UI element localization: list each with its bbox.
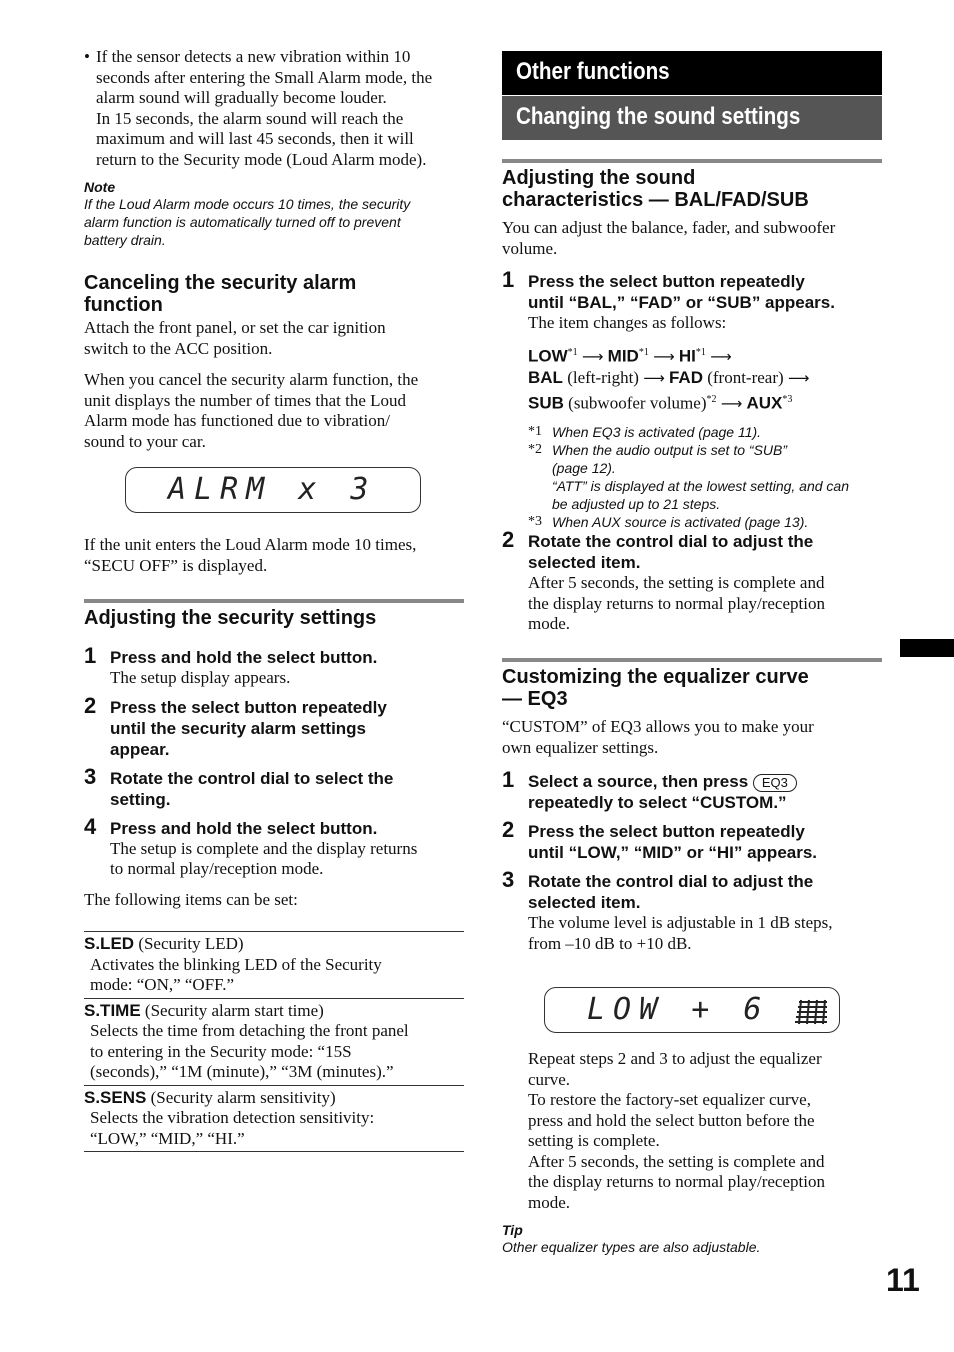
page-number: 11 xyxy=(886,1262,920,1298)
footnote-mark: *1 xyxy=(567,346,578,358)
item-name: S.SENS xyxy=(84,1087,147,1107)
bullet-line: In 15 seconds, the alarm sound will reach the xyxy=(96,108,404,128)
footnote-mark: *2 xyxy=(706,394,717,406)
note-heading: Note xyxy=(84,179,116,195)
item-body: Selects the vibration detection sensitivity: xyxy=(90,1108,375,1127)
heading-line: characteristics — BAL/FAD/SUB xyxy=(502,189,809,211)
step-body: After 5 seconds, the setting is complete and xyxy=(528,573,825,592)
arrow-right-icon: ⟶ xyxy=(581,347,604,366)
heading-line: — EQ3 xyxy=(502,688,568,710)
step-number: 2 xyxy=(84,692,97,718)
text-line: setting is complete. xyxy=(528,1131,660,1150)
bullet-paragraph xyxy=(84,47,464,170)
text-line: own equalizer settings. xyxy=(502,737,659,757)
table-row xyxy=(84,932,464,999)
seq-bal-desc: (left-right) xyxy=(567,368,639,388)
section-edge-tab xyxy=(900,639,954,657)
step-number: 4 xyxy=(84,813,97,839)
bullet-line: seconds after entering the Small Alarm mode, the xyxy=(96,67,433,87)
banner-title: Other functions xyxy=(516,58,670,85)
cancel-paragraph-1 xyxy=(84,318,464,359)
following-text: The following items can be set: xyxy=(84,890,298,909)
step-body: to normal play/reception mode. xyxy=(110,859,324,878)
footnote-mark: *2 xyxy=(528,441,542,457)
step-body: the display returns to normal play/reception xyxy=(528,593,825,613)
text-line: the display returns to normal play/reception xyxy=(528,1172,825,1191)
text-line: Attach the front panel, or set the car ignition xyxy=(84,318,386,337)
step-body: The setup display appears. xyxy=(110,668,291,687)
step-body: mode. xyxy=(528,614,571,633)
arrow-right-icon: ⟶ xyxy=(653,347,675,366)
footnote-line: When EQ3 is activated (page 11). xyxy=(552,423,762,440)
bullet-line: alarm sound will gradually become louder. xyxy=(96,88,387,107)
eq-steps xyxy=(502,767,882,954)
note-line: alarm function is automatically turned off to prevent xyxy=(84,214,401,230)
equalizer-bars-icon xyxy=(791,996,829,1026)
step-body: The item changes as follows: xyxy=(528,313,727,332)
seq-fad: FAD xyxy=(668,368,703,388)
item-sequence xyxy=(528,342,882,415)
step-title: Press and hold the select button. xyxy=(110,818,378,838)
item-desc: (Security alarm start time) xyxy=(144,1000,324,1020)
footnote-line: “ATT” is displayed at the lowest setting, and can xyxy=(552,477,849,494)
text-line: Alarm mode has functioned due to vibration/ xyxy=(84,411,390,430)
eq-after-lcd xyxy=(528,1049,882,1213)
text-line: curve. xyxy=(528,1069,571,1089)
step-title: Rotate the control dial to adjust the xyxy=(528,532,814,551)
seq-sub: SUB xyxy=(528,393,564,413)
step-title: Press the select button repeatedly xyxy=(528,822,805,841)
banner-subtitle: Changing the sound settings xyxy=(516,103,801,130)
step-title: until “BAL,” “FAD” or “SUB” appears. xyxy=(528,293,835,312)
step-number: 3 xyxy=(84,763,97,789)
alarm-lcd-display xyxy=(125,467,421,513)
seq-low: LOW xyxy=(528,346,568,366)
step-2 xyxy=(84,692,464,760)
table-row xyxy=(84,998,464,1085)
step-title: until the security alarm settings xyxy=(110,718,367,738)
item-name: S.LED xyxy=(84,934,135,953)
footnote-mark: *1 xyxy=(528,423,542,439)
step-body: The volume level is adjustable in 1 dB steps, xyxy=(528,913,833,932)
item-body: mode: “ON,” “OFF.” xyxy=(90,975,235,994)
eq-lcd-display xyxy=(544,987,840,1033)
seq-aux: AUX xyxy=(746,393,783,413)
eq-step-1 xyxy=(502,767,882,813)
step-title: Press and hold the select button. xyxy=(110,648,378,667)
lcd-text: LOW + 6 xyxy=(587,992,770,1027)
step-number: 2 xyxy=(502,527,515,552)
lcd-text: ALRM x 3 xyxy=(168,472,377,507)
bullet-line: If the sensor detects a new vibration within 10 xyxy=(96,47,411,66)
item-body: “LOW,” “MID,” “HI.” xyxy=(90,1128,245,1148)
seq-sub-desc: (subwoofer volume) xyxy=(568,393,707,413)
bal-heading xyxy=(502,159,882,211)
item-desc: (Security LED) xyxy=(138,934,244,953)
text-line: When you cancel the security alarm function, the xyxy=(84,370,419,389)
note-line: battery drain. xyxy=(84,232,166,248)
step-title: until “LOW,” “MID” or “HI” appears. xyxy=(528,843,818,862)
section-banner xyxy=(502,51,882,95)
heading-line: Adjusting the sound xyxy=(502,167,696,189)
step-1 xyxy=(84,643,464,689)
step-number: 1 xyxy=(84,643,97,668)
step-title: Select a source, then press xyxy=(528,772,749,791)
item-body: (seconds),” “1M (minute),” “3M (minutes).” xyxy=(90,1062,394,1081)
step-4 xyxy=(84,813,464,880)
text-line: sound to your car. xyxy=(84,431,206,451)
footnote-line: (page 12). xyxy=(552,459,616,476)
eq-intro xyxy=(502,717,882,758)
item-name: S.TIME xyxy=(84,1000,141,1020)
table-row xyxy=(84,1085,464,1152)
footnote-mark: *1 xyxy=(695,346,706,358)
seq-mid: MID xyxy=(607,346,639,366)
eq3-button: EQ3 xyxy=(753,774,797,792)
heading-line: Customizing the equalizer curve xyxy=(502,666,809,688)
bullet-line: maximum and will last 45 seconds, then it will xyxy=(96,129,414,148)
step-number: 1 xyxy=(502,267,515,292)
step-body: from –10 dB to +10 dB. xyxy=(528,933,692,953)
security-steps xyxy=(84,643,464,880)
text-line: “SECU OFF” is displayed. xyxy=(84,555,268,575)
footnote-mark: *3 xyxy=(528,513,542,529)
after-lcd-paragraph xyxy=(84,535,464,576)
text-line: volume. xyxy=(502,238,558,258)
text-line: To restore the factory-set equalizer curve, xyxy=(528,1090,811,1109)
footnote-line: When the audio output is set to “SUB” xyxy=(552,441,788,458)
step-title: Rotate the control dial to select the xyxy=(110,768,394,788)
step-title: appear. xyxy=(110,739,170,759)
arrow-right-icon: ⟶ xyxy=(643,369,665,388)
text-line: If the unit enters the Loud Alarm mode 10 times, xyxy=(84,535,417,554)
text-line: You can adjust the balance, fader, and subwoofer xyxy=(502,218,836,237)
step-title: repeatedly to select “CUSTOM.” xyxy=(528,793,787,812)
step-title: setting. xyxy=(110,789,171,809)
footnote-line: When AUX source is activated (page 13). xyxy=(552,513,809,530)
footnote-mark: *3 xyxy=(782,394,793,406)
step-title: Press the select button repeatedly xyxy=(110,697,387,717)
step-body: The setup is complete and the display returns xyxy=(110,838,418,858)
footnotes xyxy=(528,423,882,531)
note-text xyxy=(84,195,464,249)
text-line: switch to the ACC position. xyxy=(84,338,273,358)
text-line: After 5 seconds, the setting is complete and xyxy=(528,1151,825,1171)
eq-step-2 xyxy=(502,817,882,863)
tip-text: Other equalizer types are also adjustable. xyxy=(502,1239,761,1255)
step-number: 2 xyxy=(502,817,515,842)
eq-heading xyxy=(502,658,882,710)
step-3 xyxy=(84,763,464,810)
step-number: 3 xyxy=(502,867,515,892)
step-number: 1 xyxy=(502,767,515,792)
step-title: selected item. xyxy=(528,893,641,912)
cancel-heading xyxy=(84,272,464,316)
footnote xyxy=(528,513,882,531)
text-line: “CUSTOM” of EQ3 allows you to make your xyxy=(502,717,814,736)
item-desc: (Security alarm sensitivity) xyxy=(150,1087,336,1107)
footnote-line: be adjusted up to 21 steps. xyxy=(552,495,721,512)
heading-line: Canceling the security alarm xyxy=(84,272,357,294)
item-body: Activates the blinking LED of the Security xyxy=(90,954,382,974)
note-line: If the Loud Alarm mode occurs 10 times, the security xyxy=(84,196,411,212)
arrow-right-icon: ⟶ xyxy=(710,347,732,366)
arrow-right-icon: ⟶ xyxy=(787,369,810,388)
item-body: to entering in the Security mode: “15S xyxy=(90,1041,352,1061)
heading-line: function xyxy=(84,294,163,316)
heading-text: Adjusting the security settings xyxy=(84,607,377,629)
text-line: Repeat steps 2 and 3 to adjust the equalizer xyxy=(528,1049,822,1068)
footnote-mark: *1 xyxy=(638,346,649,358)
step-title: Rotate the control dial to adjust the xyxy=(528,872,814,891)
text-line: unit displays the number of times that the Loud xyxy=(84,390,407,410)
subsection-banner xyxy=(502,96,882,140)
seq-bal: BAL xyxy=(528,368,563,388)
eq-step-3 xyxy=(502,867,882,954)
seq-hi: HI xyxy=(678,346,696,366)
text-line: press and hold the select button before the xyxy=(528,1110,815,1130)
settings-items-table xyxy=(84,931,464,1152)
tip-heading: Tip xyxy=(502,1222,523,1238)
cancel-paragraph-2 xyxy=(84,370,464,452)
step-title: Press the select button repeatedly xyxy=(528,272,805,291)
footnote xyxy=(528,423,882,441)
footnote xyxy=(528,441,882,513)
bullet-dot: • xyxy=(84,47,90,66)
bullet-line: return to the Security mode (Loud Alarm mode). xyxy=(96,149,427,169)
bullet-text xyxy=(96,47,464,170)
arrow-right-icon: ⟶ xyxy=(720,394,743,413)
text-line: mode. xyxy=(528,1192,571,1212)
security-settings-heading xyxy=(84,599,464,629)
bal-step-2 xyxy=(502,527,882,635)
seq-fad-desc: (front-rear) xyxy=(707,368,784,388)
step-title: selected item. xyxy=(528,553,641,572)
item-body: Selects the time from detaching the front panel xyxy=(90,1021,409,1040)
bal-intro xyxy=(502,218,882,259)
bal-step-1 xyxy=(502,267,882,531)
note-block xyxy=(84,179,464,249)
tip-block xyxy=(502,1222,882,1256)
